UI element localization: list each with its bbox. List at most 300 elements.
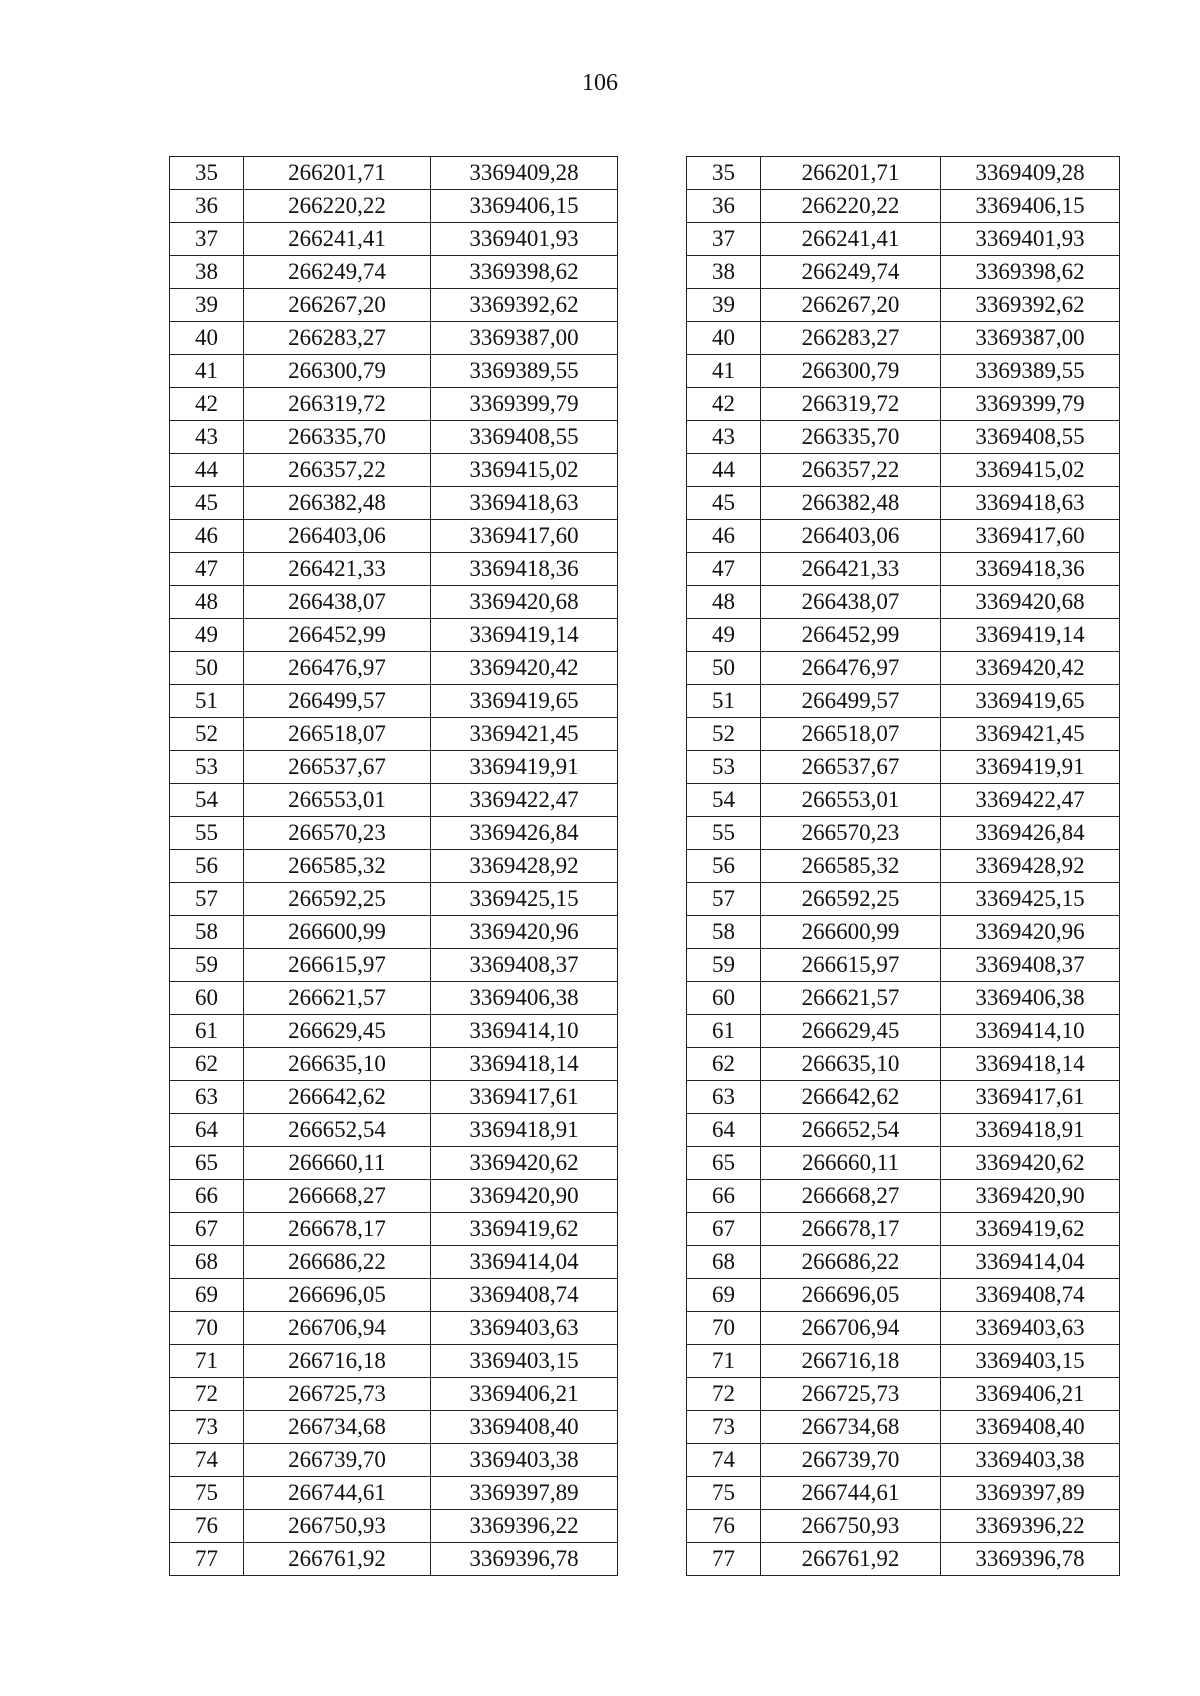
point-number-cell: 66: [687, 1180, 761, 1213]
table-row: [170, 1345, 618, 1378]
x-coordinate-cell: 266739,70: [244, 1444, 431, 1477]
table-row: [170, 982, 618, 1015]
y-coordinate-cell: 3369408,37: [431, 949, 618, 982]
x-coordinate-cell: 266382,48: [244, 487, 431, 520]
point-number-cell: 57: [687, 883, 761, 916]
table-row: [687, 1081, 1120, 1114]
point-number-cell: 55: [687, 817, 761, 850]
x-coordinate-cell: 266585,32: [244, 850, 431, 883]
table-row: [170, 1378, 618, 1411]
table-row: [687, 883, 1120, 916]
table-row: [170, 685, 618, 718]
point-number-cell: 46: [687, 520, 761, 553]
x-coordinate-cell: 266518,07: [244, 718, 431, 751]
table-row: [170, 289, 618, 322]
y-coordinate-cell: 3369418,14: [941, 1048, 1120, 1081]
point-number-cell: 44: [687, 454, 761, 487]
x-coordinate-cell: 266570,23: [244, 817, 431, 850]
table-row: [170, 1114, 618, 1147]
table-row: [170, 421, 618, 454]
point-number-cell: 61: [170, 1015, 244, 1048]
x-coordinate-cell: 266642,62: [244, 1081, 431, 1114]
page-number: 106: [582, 70, 618, 96]
table-row: [687, 751, 1120, 784]
y-coordinate-cell: 3369406,38: [431, 982, 618, 1015]
table-row: [687, 487, 1120, 520]
x-coordinate-cell: 266629,45: [244, 1015, 431, 1048]
point-number-cell: 69: [687, 1279, 761, 1312]
table-row: [170, 949, 618, 982]
x-coordinate-cell: 266615,97: [761, 949, 941, 982]
table-row: [170, 652, 618, 685]
point-number-cell: 70: [170, 1312, 244, 1345]
table-row: [170, 1246, 618, 1279]
x-coordinate-cell: 266660,11: [244, 1147, 431, 1180]
table-row: [170, 1543, 618, 1576]
point-number-cell: 63: [170, 1081, 244, 1114]
table-row: [687, 916, 1120, 949]
table-row: [170, 487, 618, 520]
x-coordinate-cell: 266319,72: [761, 388, 941, 421]
point-number-cell: 36: [170, 190, 244, 223]
point-number-cell: 36: [687, 190, 761, 223]
y-coordinate-cell: 3369419,62: [941, 1213, 1120, 1246]
table-row: [687, 784, 1120, 817]
table-row: [687, 982, 1120, 1015]
table-row: [170, 553, 618, 586]
x-coordinate-cell: 266600,99: [244, 916, 431, 949]
point-number-cell: 42: [687, 388, 761, 421]
x-coordinate-cell: 266553,01: [244, 784, 431, 817]
table-row: [170, 520, 618, 553]
y-coordinate-cell: 3369396,78: [941, 1543, 1120, 1576]
y-coordinate-cell: 3369419,65: [431, 685, 618, 718]
y-coordinate-cell: 3369408,37: [941, 949, 1120, 982]
table-row: [170, 784, 618, 817]
y-coordinate-cell: 3369428,92: [431, 850, 618, 883]
x-coordinate-cell: 266668,27: [244, 1180, 431, 1213]
table-row: [687, 850, 1120, 883]
y-coordinate-cell: 3369419,14: [431, 619, 618, 652]
table-row: [170, 1180, 618, 1213]
point-number-cell: 41: [687, 355, 761, 388]
table-row: [170, 1048, 618, 1081]
x-coordinate-cell: 266686,22: [244, 1246, 431, 1279]
point-number-cell: 54: [170, 784, 244, 817]
y-coordinate-cell: 3369399,79: [431, 388, 618, 421]
y-coordinate-cell: 3369408,55: [431, 421, 618, 454]
point-number-cell: 47: [170, 553, 244, 586]
x-coordinate-cell: 266635,10: [761, 1048, 941, 1081]
x-coordinate-cell: 266761,92: [761, 1543, 941, 1576]
point-number-cell: 39: [170, 289, 244, 322]
point-number-cell: 50: [687, 652, 761, 685]
point-number-cell: 46: [170, 520, 244, 553]
table-row: [687, 1378, 1120, 1411]
x-coordinate-cell: 266241,41: [761, 223, 941, 256]
point-number-cell: 69: [170, 1279, 244, 1312]
point-number-cell: 55: [170, 817, 244, 850]
table-row: [687, 322, 1120, 355]
point-number-cell: 60: [170, 982, 244, 1015]
y-coordinate-cell: 3369419,14: [941, 619, 1120, 652]
table-row: [687, 421, 1120, 454]
table-row: [170, 1444, 618, 1477]
table-row: [687, 1114, 1120, 1147]
y-coordinate-cell: 3369399,79: [941, 388, 1120, 421]
point-number-cell: 72: [687, 1378, 761, 1411]
point-number-cell: 77: [687, 1543, 761, 1576]
x-coordinate-cell: 266499,57: [761, 685, 941, 718]
point-number-cell: 75: [170, 1477, 244, 1510]
y-coordinate-cell: 3369421,45: [431, 718, 618, 751]
y-coordinate-cell: 3369406,21: [431, 1378, 618, 1411]
point-number-cell: 37: [687, 223, 761, 256]
table-row: [170, 1081, 618, 1114]
x-coordinate-cell: 266476,97: [761, 652, 941, 685]
y-coordinate-cell: 3369408,74: [941, 1279, 1120, 1312]
table-row: [687, 1411, 1120, 1444]
point-number-cell: 51: [170, 685, 244, 718]
x-coordinate-cell: 266357,22: [244, 454, 431, 487]
y-coordinate-cell: 3369418,91: [941, 1114, 1120, 1147]
table-row: [687, 1312, 1120, 1345]
point-number-cell: 73: [170, 1411, 244, 1444]
x-coordinate-cell: 266660,11: [761, 1147, 941, 1180]
point-number-cell: 58: [687, 916, 761, 949]
x-coordinate-cell: 266696,05: [761, 1279, 941, 1312]
table-row: [687, 1048, 1120, 1081]
point-number-cell: 74: [687, 1444, 761, 1477]
point-number-cell: 50: [170, 652, 244, 685]
x-coordinate-cell: 266438,07: [244, 586, 431, 619]
point-number-cell: 40: [687, 322, 761, 355]
y-coordinate-cell: 3369421,45: [941, 718, 1120, 751]
table-row: [687, 454, 1120, 487]
y-coordinate-cell: 3369406,15: [431, 190, 618, 223]
y-coordinate-cell: 3369408,40: [941, 1411, 1120, 1444]
table-row: [170, 586, 618, 619]
x-coordinate-cell: 266267,20: [761, 289, 941, 322]
point-number-cell: 43: [170, 421, 244, 454]
x-coordinate-cell: 266421,33: [244, 553, 431, 586]
point-number-cell: 38: [170, 256, 244, 289]
y-coordinate-cell: 3369396,22: [431, 1510, 618, 1543]
table-row: [170, 619, 618, 652]
y-coordinate-cell: 3369418,91: [431, 1114, 618, 1147]
y-coordinate-cell: 3369396,78: [431, 1543, 618, 1576]
y-coordinate-cell: 3369419,91: [941, 751, 1120, 784]
x-coordinate-cell: 266249,74: [244, 256, 431, 289]
table-row: [687, 718, 1120, 751]
table-row: [687, 1510, 1120, 1543]
x-coordinate-cell: 266592,25: [244, 883, 431, 916]
y-coordinate-cell: 3369425,15: [431, 883, 618, 916]
x-coordinate-cell: 266300,79: [761, 355, 941, 388]
y-coordinate-cell: 3369398,62: [431, 256, 618, 289]
x-coordinate-cell: 266600,99: [761, 916, 941, 949]
y-coordinate-cell: 3369419,65: [941, 685, 1120, 718]
x-coordinate-cell: 266267,20: [244, 289, 431, 322]
x-coordinate-cell: 266668,27: [761, 1180, 941, 1213]
point-number-cell: 74: [170, 1444, 244, 1477]
x-coordinate-cell: 266744,61: [244, 1477, 431, 1510]
table-row: [687, 1147, 1120, 1180]
x-coordinate-cell: 266553,01: [761, 784, 941, 817]
table-row: [687, 388, 1120, 421]
x-coordinate-cell: 266635,10: [244, 1048, 431, 1081]
point-number-cell: 72: [170, 1378, 244, 1411]
y-coordinate-cell: 3369420,90: [431, 1180, 618, 1213]
point-number-cell: 53: [687, 751, 761, 784]
table-row: [687, 1279, 1120, 1312]
point-number-cell: 57: [170, 883, 244, 916]
y-coordinate-cell: 3369389,55: [941, 355, 1120, 388]
x-coordinate-cell: 266335,70: [761, 421, 941, 454]
y-coordinate-cell: 3369417,61: [431, 1081, 618, 1114]
point-number-cell: 73: [687, 1411, 761, 1444]
x-coordinate-cell: 266421,33: [761, 553, 941, 586]
table-row: [687, 685, 1120, 718]
table-row: [170, 1015, 618, 1048]
point-number-cell: 35: [170, 157, 244, 190]
x-coordinate-cell: 266750,93: [761, 1510, 941, 1543]
x-coordinate-cell: 266706,94: [761, 1312, 941, 1345]
x-coordinate-cell: 266220,22: [244, 190, 431, 223]
y-coordinate-cell: 3369415,02: [941, 454, 1120, 487]
x-coordinate-cell: 266621,57: [761, 982, 941, 1015]
point-number-cell: 62: [170, 1048, 244, 1081]
table-row: [687, 817, 1120, 850]
y-coordinate-cell: 3369408,40: [431, 1411, 618, 1444]
point-number-cell: 64: [170, 1114, 244, 1147]
x-coordinate-cell: 266570,23: [761, 817, 941, 850]
point-number-cell: 45: [687, 487, 761, 520]
point-number-cell: 66: [170, 1180, 244, 1213]
table-row: [687, 586, 1120, 619]
x-coordinate-cell: 266652,54: [761, 1114, 941, 1147]
x-coordinate-cell: 266518,07: [761, 718, 941, 751]
y-coordinate-cell: 3369397,89: [941, 1477, 1120, 1510]
point-number-cell: 52: [687, 718, 761, 751]
table-row: [170, 322, 618, 355]
x-coordinate-cell: 266357,22: [761, 454, 941, 487]
x-coordinate-cell: 266678,17: [761, 1213, 941, 1246]
x-coordinate-cell: 266335,70: [244, 421, 431, 454]
y-coordinate-cell: 3369417,61: [941, 1081, 1120, 1114]
point-number-cell: 59: [170, 949, 244, 982]
y-coordinate-cell: 3369420,62: [941, 1147, 1120, 1180]
table-row: [170, 388, 618, 421]
point-number-cell: 71: [170, 1345, 244, 1378]
table-row: [687, 1444, 1120, 1477]
y-coordinate-cell: 3369403,38: [431, 1444, 618, 1477]
table-row: [687, 652, 1120, 685]
x-coordinate-cell: 266452,99: [761, 619, 941, 652]
x-coordinate-cell: 266734,68: [761, 1411, 941, 1444]
table-row: [170, 916, 618, 949]
point-number-cell: 76: [687, 1510, 761, 1543]
point-number-cell: 45: [170, 487, 244, 520]
table-row: [170, 1411, 618, 1444]
point-number-cell: 77: [170, 1543, 244, 1576]
point-number-cell: 63: [687, 1081, 761, 1114]
table-row: [170, 1213, 618, 1246]
x-coordinate-cell: 266642,62: [761, 1081, 941, 1114]
y-coordinate-cell: 3369420,68: [941, 586, 1120, 619]
table-row: [170, 1312, 618, 1345]
point-number-cell: 49: [687, 619, 761, 652]
table-row: [687, 256, 1120, 289]
y-coordinate-cell: 3369392,62: [431, 289, 618, 322]
point-number-cell: 68: [170, 1246, 244, 1279]
table-row: [687, 1345, 1120, 1378]
table-row: [687, 619, 1120, 652]
table-row: [687, 520, 1120, 553]
x-coordinate-cell: 266716,18: [244, 1345, 431, 1378]
table-row: [687, 1015, 1120, 1048]
y-coordinate-cell: 3369414,10: [941, 1015, 1120, 1048]
x-coordinate-cell: 266283,27: [761, 322, 941, 355]
y-coordinate-cell: 3369403,38: [941, 1444, 1120, 1477]
x-coordinate-cell: 266249,74: [761, 256, 941, 289]
x-coordinate-cell: 266615,97: [244, 949, 431, 982]
point-number-cell: 62: [687, 1048, 761, 1081]
x-coordinate-cell: 266452,99: [244, 619, 431, 652]
y-coordinate-cell: 3369414,04: [431, 1246, 618, 1279]
point-number-cell: 53: [170, 751, 244, 784]
x-coordinate-cell: 266403,06: [761, 520, 941, 553]
x-coordinate-cell: 266476,97: [244, 652, 431, 685]
y-coordinate-cell: 3369420,96: [941, 916, 1120, 949]
table-row: [170, 454, 618, 487]
y-coordinate-cell: 3369422,47: [941, 784, 1120, 817]
y-coordinate-cell: 3369403,63: [941, 1312, 1120, 1345]
point-number-cell: 37: [170, 223, 244, 256]
y-coordinate-cell: 3369387,00: [431, 322, 618, 355]
x-coordinate-cell: 266201,71: [761, 157, 941, 190]
table-row: [170, 883, 618, 916]
point-number-cell: 65: [687, 1147, 761, 1180]
coordinates-table-right: [686, 156, 1120, 1576]
y-coordinate-cell: 3369403,63: [431, 1312, 618, 1345]
point-number-cell: 44: [170, 454, 244, 487]
table-row: [170, 817, 618, 850]
point-number-cell: 76: [170, 1510, 244, 1543]
y-coordinate-cell: 3369420,42: [941, 652, 1120, 685]
x-coordinate-cell: 266761,92: [244, 1543, 431, 1576]
y-coordinate-cell: 3369418,63: [431, 487, 618, 520]
table-row: [170, 355, 618, 388]
table-row: [687, 157, 1120, 190]
x-coordinate-cell: 266220,22: [761, 190, 941, 223]
point-number-cell: 43: [687, 421, 761, 454]
y-coordinate-cell: 3369418,63: [941, 487, 1120, 520]
table-row: [687, 355, 1120, 388]
y-coordinate-cell: 3369406,15: [941, 190, 1120, 223]
x-coordinate-cell: 266241,41: [244, 223, 431, 256]
x-coordinate-cell: 266403,06: [244, 520, 431, 553]
point-number-cell: 38: [687, 256, 761, 289]
x-coordinate-cell: 266652,54: [244, 1114, 431, 1147]
y-coordinate-cell: 3369426,84: [941, 817, 1120, 850]
table-row: [170, 850, 618, 883]
y-coordinate-cell: 3369415,02: [431, 454, 618, 487]
point-number-cell: 60: [687, 982, 761, 1015]
y-coordinate-cell: 3369409,28: [941, 157, 1120, 190]
y-coordinate-cell: 3369408,55: [941, 421, 1120, 454]
table-row: [170, 1147, 618, 1180]
y-coordinate-cell: 3369409,28: [431, 157, 618, 190]
table-row: [170, 751, 618, 784]
point-number-cell: 41: [170, 355, 244, 388]
y-coordinate-cell: 3369403,15: [941, 1345, 1120, 1378]
coordinates-table-left: [169, 156, 618, 1576]
y-coordinate-cell: 3369387,00: [941, 322, 1120, 355]
point-number-cell: 39: [687, 289, 761, 322]
point-number-cell: 75: [687, 1477, 761, 1510]
point-number-cell: 54: [687, 784, 761, 817]
x-coordinate-cell: 266201,71: [244, 157, 431, 190]
table-row: [687, 289, 1120, 322]
y-coordinate-cell: 3369418,36: [941, 553, 1120, 586]
y-coordinate-cell: 3369428,92: [941, 850, 1120, 883]
y-coordinate-cell: 3369397,89: [431, 1477, 618, 1510]
y-coordinate-cell: 3369417,60: [941, 520, 1120, 553]
y-coordinate-cell: 3369420,90: [941, 1180, 1120, 1213]
point-number-cell: 42: [170, 388, 244, 421]
y-coordinate-cell: 3369417,60: [431, 520, 618, 553]
table-row: [687, 223, 1120, 256]
point-number-cell: 49: [170, 619, 244, 652]
point-number-cell: 56: [687, 850, 761, 883]
x-coordinate-cell: 266319,72: [244, 388, 431, 421]
x-coordinate-cell: 266716,18: [761, 1345, 941, 1378]
y-coordinate-cell: 3369419,62: [431, 1213, 618, 1246]
x-coordinate-cell: 266537,67: [761, 751, 941, 784]
point-number-cell: 61: [687, 1015, 761, 1048]
point-number-cell: 47: [687, 553, 761, 586]
table-row: [170, 190, 618, 223]
x-coordinate-cell: 266592,25: [761, 883, 941, 916]
table-row: [687, 1246, 1120, 1279]
y-coordinate-cell: 3369420,42: [431, 652, 618, 685]
y-coordinate-cell: 3369420,68: [431, 586, 618, 619]
table-row: [687, 1213, 1120, 1246]
x-coordinate-cell: 266537,67: [244, 751, 431, 784]
table-row: [687, 1180, 1120, 1213]
y-coordinate-cell: 3369389,55: [431, 355, 618, 388]
point-number-cell: 68: [687, 1246, 761, 1279]
y-coordinate-cell: 3369414,10: [431, 1015, 618, 1048]
point-number-cell: 58: [170, 916, 244, 949]
point-number-cell: 65: [170, 1147, 244, 1180]
point-number-cell: 64: [687, 1114, 761, 1147]
table-row: [687, 553, 1120, 586]
point-number-cell: 67: [170, 1213, 244, 1246]
y-coordinate-cell: 3369406,38: [941, 982, 1120, 1015]
table-row: [170, 1510, 618, 1543]
table-row: [170, 256, 618, 289]
table-row: [687, 949, 1120, 982]
table-row: [170, 1279, 618, 1312]
table-row: [170, 718, 618, 751]
x-coordinate-cell: 266585,32: [761, 850, 941, 883]
y-coordinate-cell: 3369420,96: [431, 916, 618, 949]
x-coordinate-cell: 266734,68: [244, 1411, 431, 1444]
table-row: [170, 1477, 618, 1510]
x-coordinate-cell: 266300,79: [244, 355, 431, 388]
